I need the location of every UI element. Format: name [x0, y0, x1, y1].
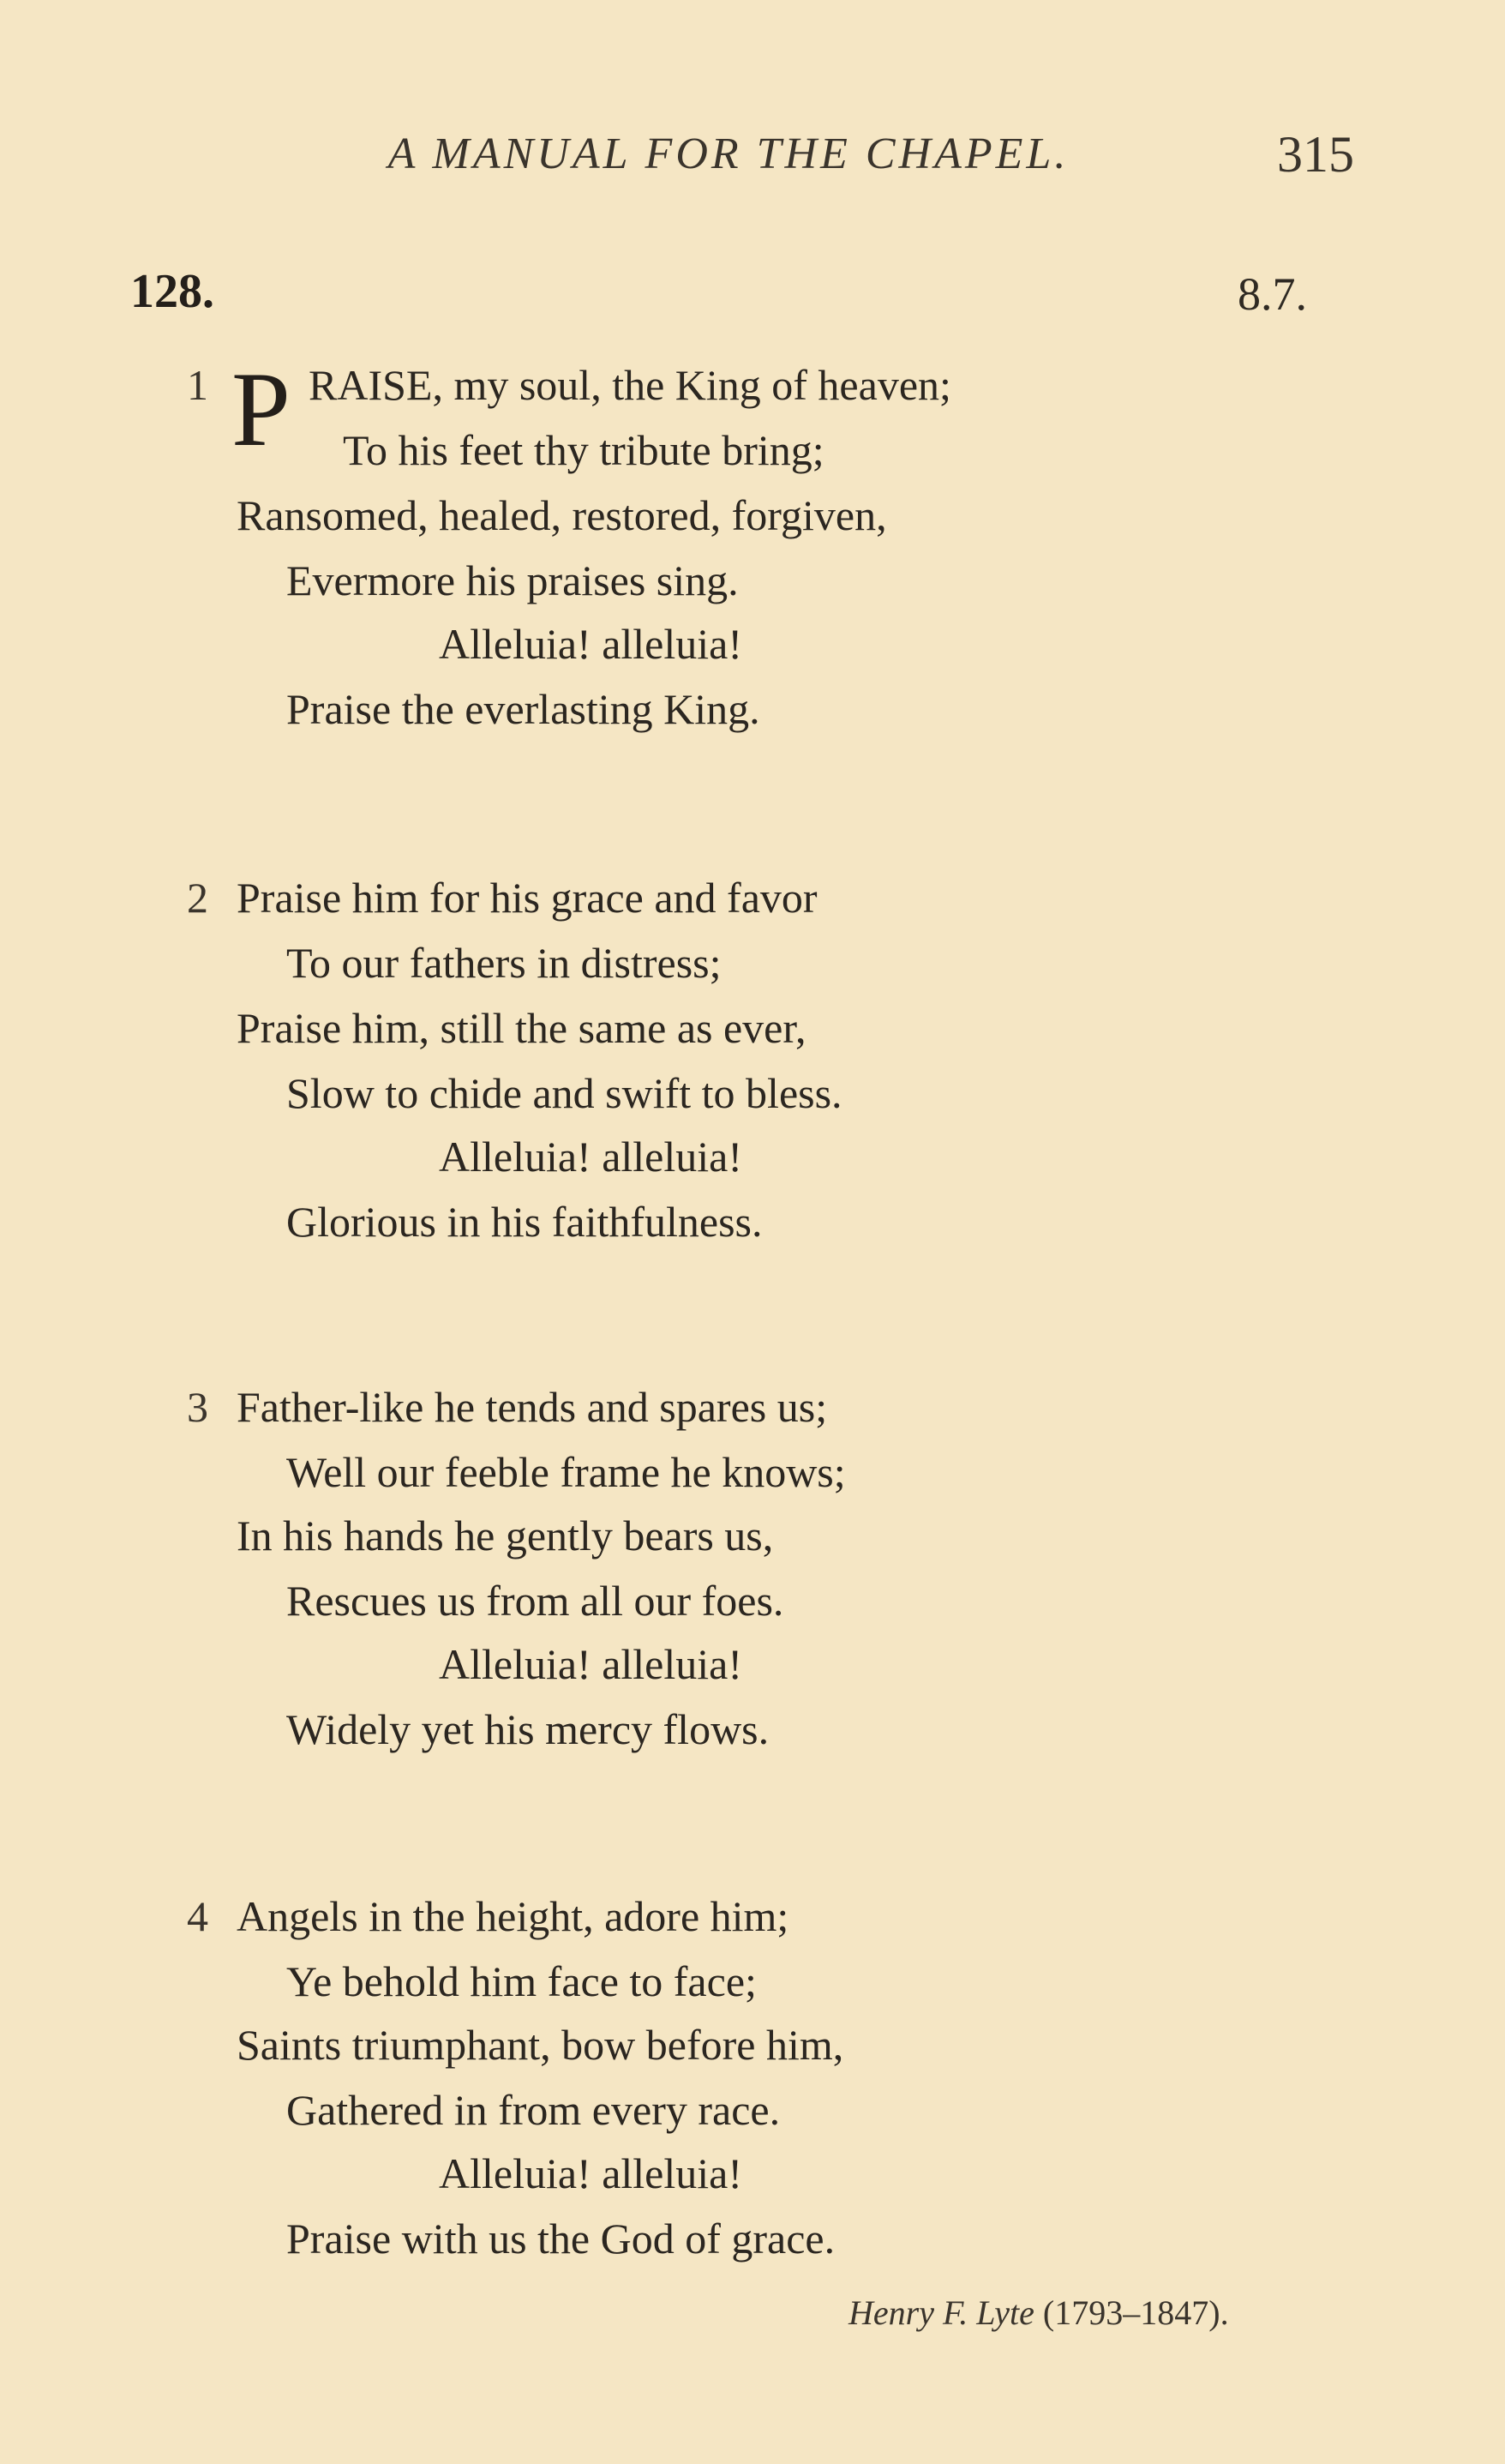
running-title: A MANUAL FOR THE CHAPEL.	[387, 129, 1070, 178]
verse-line: Ransomed, healed, restored, forgiven,	[237, 491, 887, 539]
hymn-number: 128.	[130, 265, 214, 318]
refrain-line: Alleluia! alleluia!	[439, 2149, 743, 2197]
refrain-line: Alleluia! alleluia!	[439, 620, 743, 668]
verse-line: Evermore his praises sing.	[286, 556, 739, 604]
hymn-meter: 8.7.	[1238, 268, 1307, 320]
verse-line: In his hands he gently bears us,	[237, 1511, 774, 1560]
verse-line: Praise him for his grace and favor	[237, 874, 818, 922]
verse-number: 2	[187, 874, 208, 922]
verse-number: 1	[187, 361, 208, 409]
verse-line: Rescues us from all our foes.	[286, 1577, 784, 1625]
verse-line: Praise the everlasting King.	[286, 685, 760, 733]
author-dates: (1793–1847).	[1042, 2293, 1229, 2332]
page-number: 315	[1277, 126, 1354, 183]
verse-line: Angels in the height, adore him;	[237, 1892, 789, 1940]
verse-line: Well our feeble frame he knows;	[286, 1448, 846, 1496]
verse-line: Glorious in his faithfulness.	[286, 1198, 763, 1246]
verse-number: 3	[187, 1383, 208, 1431]
attribution	[848, 2293, 1229, 2333]
verse-line: Praise with us the God of grace.	[286, 2215, 836, 2263]
verse-line: Praise him, still the same as ever,	[237, 1004, 806, 1052]
verse-line: To his feet thy tribute bring;	[343, 426, 824, 474]
verse-line: Saints triumphant, bow before him,	[237, 2021, 844, 2069]
verse-line: RAISE, my soul, the King of heaven;	[309, 361, 951, 409]
verse-number: 4	[187, 1892, 208, 1940]
verse-line: Ye behold him face to face;	[286, 1957, 757, 2005]
author-name: Henry F. Lyte	[848, 2293, 1034, 2332]
refrain-line: Alleluia! alleluia!	[439, 1640, 743, 1688]
verse-line: To our fathers in distress;	[286, 939, 722, 987]
drop-cap-letter: P	[231, 351, 291, 468]
verse-line: Father-like he tends and spares us;	[237, 1383, 828, 1431]
verse-line: Gathered in from every race.	[286, 2086, 781, 2134]
verse-line: Slow to chide and swift to bless.	[286, 1069, 842, 1117]
refrain-line: Alleluia! alleluia!	[439, 1133, 743, 1181]
verse-line: Widely yet his mercy flows.	[286, 1705, 770, 1753]
